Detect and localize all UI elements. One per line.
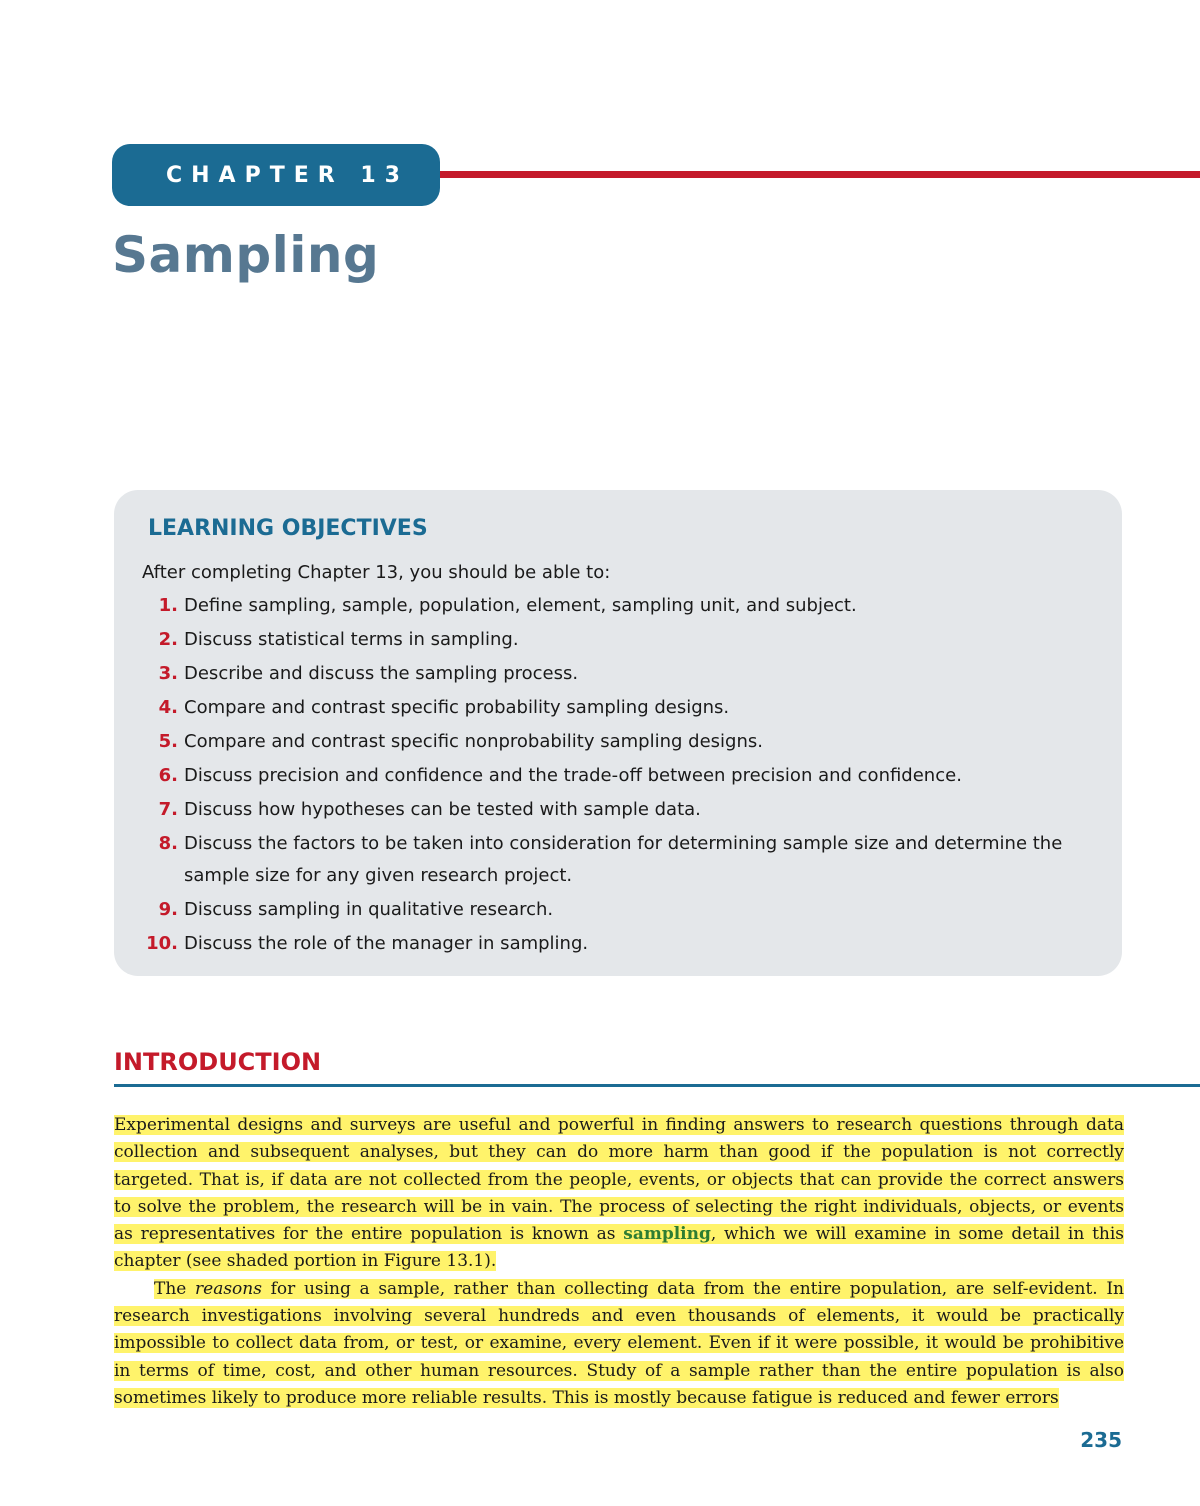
objective-number: 7.	[158, 799, 178, 820]
objective-item	[142, 658, 1092, 690]
key-term: sampling	[623, 1224, 711, 1245]
objective-number: 6.	[158, 765, 178, 786]
objective-item	[142, 726, 1092, 758]
objective-item	[142, 692, 1092, 724]
objectives-heading: LEARNING OBJECTIVES	[148, 516, 428, 541]
highlighted-text: Experimental designs and surveys are useful and powerful in finding answers to research questions through data collection and subsequent analyses, but they can do more harm than good if the population is not correctly targeted. That is, if data are not collected from the people, events, or objects that can provide the correct answers to solve the problem, the research will be in vain. The process of selecting the right individuals, objects, or events as representatives for the entire population is known as	[114, 1115, 1124, 1245]
objective-text: Compare and contrast specific nonprobability sampling designs.	[184, 731, 763, 752]
objective-text: Discuss statistical terms in sampling.	[184, 629, 519, 650]
objective-number: 9.	[158, 899, 178, 920]
objective-item	[142, 928, 1092, 960]
objectives-intro: After completing Chapter 13, you should be able to:	[142, 562, 611, 583]
objective-number: 10.	[146, 933, 178, 954]
paragraph	[114, 1112, 1124, 1276]
highlighted-text: The	[154, 1278, 196, 1299]
learning-objectives-box	[114, 490, 1122, 976]
objective-text: Discuss sampling in qualitative research.	[184, 899, 554, 920]
objective-item	[142, 760, 1092, 792]
page-number: 235	[1080, 1428, 1122, 1452]
objective-text: Discuss the role of the manager in sampling.	[184, 933, 589, 954]
highlighted-text: , which we will examine in some detail in this chapter (see shaded portion in Figure 13.1).	[114, 1224, 1125, 1272]
chapter-rule	[440, 171, 1200, 178]
introduction-rule	[114, 1084, 1200, 1087]
introduction-heading: INTRODUCTION	[114, 1048, 322, 1076]
objective-item	[142, 828, 1092, 892]
paragraph	[114, 1276, 1124, 1412]
objectives-list	[142, 590, 1092, 962]
objective-number: 4.	[158, 697, 178, 718]
objective-number: 2.	[158, 629, 178, 650]
objective-text: Discuss how hypotheses can be tested with sample data.	[184, 799, 701, 820]
objective-text: Describe and discuss the sampling process.	[184, 663, 579, 684]
objective-number: 8.	[158, 833, 178, 854]
objective-text: Discuss precision and confidence and the trade-off between precision and confidence.	[184, 765, 962, 786]
objective-number: 3.	[158, 663, 178, 684]
chapter-banner	[112, 144, 440, 206]
objective-item	[142, 590, 1092, 622]
chapter-title: Sampling	[112, 226, 380, 284]
chapter-label: CHAPTER 13	[166, 162, 409, 188]
objective-item	[142, 624, 1092, 656]
highlighted-text: for using a sample, rather than collecting data from the entire population, are self-evident. In research investigations involving several hundreds and even thousands of elements, it would be practically impossible to collect data from, or test, or examine, every element. Even if it were possible, it would be prohibitive in terms of time, cost, and other human resources. Study of a sample rather than the entire population is also sometimes likely to produce more reliable results. This is mostly because fatigue is reduced and fewer errors	[114, 1278, 1124, 1408]
objective-number: 1.	[158, 595, 178, 616]
objective-number: 5.	[158, 731, 178, 752]
objective-text: Compare and contrast specific probability sampling designs.	[184, 697, 730, 718]
objective-item	[142, 894, 1092, 926]
objective-text: Define sampling, sample, population, element, sampling unit, and subject.	[184, 595, 857, 616]
introduction-body	[114, 1112, 1124, 1412]
emphasis-text: reasons	[195, 1278, 262, 1299]
objective-text: Discuss the factors to be taken into consideration for determining sample size and determine the sample size for any given research project.	[184, 833, 1063, 886]
objective-item	[142, 794, 1092, 826]
